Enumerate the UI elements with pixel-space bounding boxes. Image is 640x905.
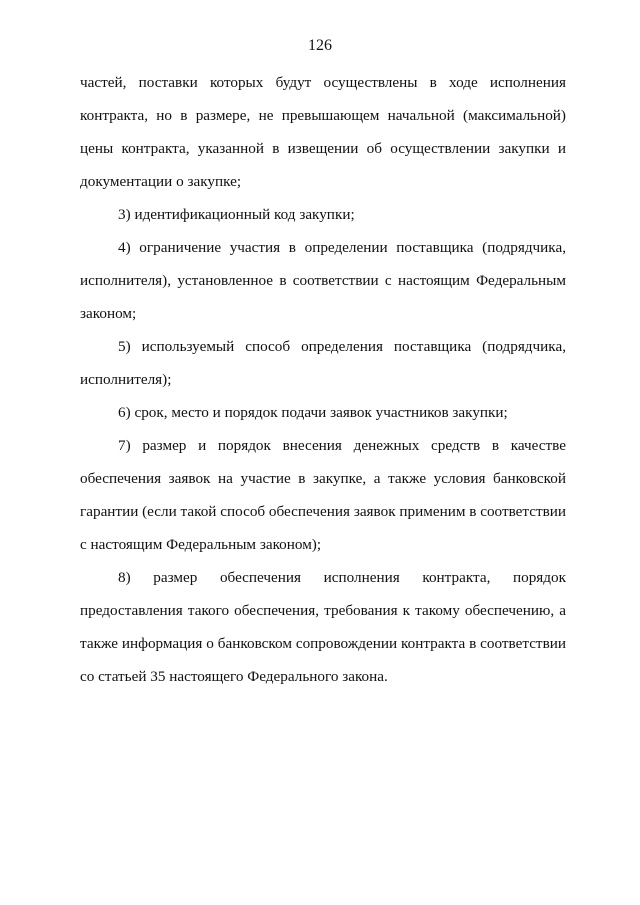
paragraph-item-3: [80, 198, 566, 231]
paragraph-item-7: [80, 429, 566, 561]
text-line: документации о закупке;: [80, 173, 242, 190]
paragraph-item-6: [80, 396, 566, 429]
text-line: исполнителя);: [80, 371, 172, 388]
text-line: 6) срок, место и порядок подачи заявок участников закупки;: [118, 404, 508, 421]
text-line: с настоящим Федеральным законом);: [80, 536, 322, 553]
paragraph-item-5: [80, 330, 566, 396]
text-line: 4) ограничение участия в определении поставщика (подрядчика,: [118, 239, 566, 256]
text-line: со статьей 35 настоящего Федерального закона.: [80, 668, 388, 685]
text-line: 7) размер и порядок внесения денежных средств в качестве: [118, 437, 566, 454]
text-line: частей, поставки которых будут осуществлены в ходе исполнения: [80, 74, 566, 91]
text-line: 8) размер обеспечения исполнения контракта, порядок: [118, 569, 566, 586]
text-line: предоставления такого обеспечения, требования к такому обеспечению, а: [80, 602, 566, 619]
text-line: исполнителя), установленное в соответствии с настоящим Федеральным: [80, 272, 566, 289]
text-line: обеспечения заявок на участие в закупке, а также условия банковской: [80, 470, 566, 487]
text-line: контракта, но в размере, не превышающем начальной (максимальной): [80, 107, 566, 124]
page-number: 126: [308, 37, 332, 54]
text-line: 5) используемый способ определения поставщика (подрядчика,: [118, 338, 566, 355]
paragraph-continuation: [80, 66, 566, 198]
paragraph-item-4: [80, 231, 566, 330]
paragraph-item-8: [80, 561, 566, 693]
text-line: 3) идентификационный код закупки;: [118, 206, 355, 223]
text-line: законом;: [80, 305, 137, 322]
document-body: [80, 66, 566, 693]
text-line: также информация о банковском сопровождении контракта в соответствии: [80, 635, 566, 652]
text-line: цены контракта, указанной в извещении об осуществлении закупки и: [80, 140, 566, 157]
text-line: гарантии (если такой способ обеспечения заявок применим в соответствии: [80, 503, 567, 520]
